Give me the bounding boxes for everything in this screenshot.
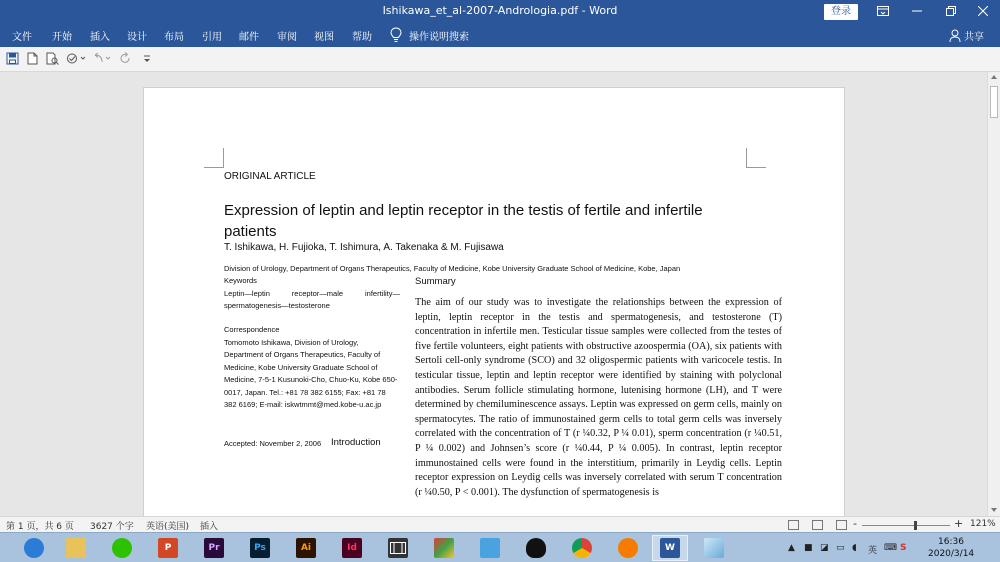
zoom-in-button[interactable]: + (954, 517, 964, 530)
tab-references[interactable]: 引用 (202, 32, 222, 43)
summary-heading: Summary (415, 276, 456, 287)
start-orb-icon (24, 538, 44, 558)
vertical-scrollbar[interactable] (987, 72, 1000, 516)
folder-icon (66, 538, 86, 558)
document-area[interactable] (0, 72, 987, 516)
bird-icon (480, 538, 500, 558)
quick-access-toolbar (0, 47, 1000, 72)
redo-icon[interactable] (119, 52, 133, 66)
tab-insert[interactable]: 插入 (90, 32, 110, 43)
tray-network-icon[interactable]: ◪ (820, 543, 829, 553)
correspondence-text: Tomomoto Ishikawa, Division of Urology, Department of Organs Therapeutics, Faculty of Medicine, Kobe University Graduate School of Medicine, 7-5-1 Kusunoki-Cho, Chuo-Ku, Kobe 650-0017, Japan. Tel.: +81 78 382 6155; Fax: +81 78 382 6169; E-mail: iskwtmmt@med.kobe-u.ac.jp (224, 338, 398, 410)
glass-app-icon (704, 538, 724, 558)
tab-review[interactable]: 审阅 (277, 32, 297, 43)
taskbar-clock[interactable] (928, 536, 974, 560)
word-icon: W (660, 538, 680, 558)
correspondence-heading: Correspondence (224, 325, 280, 334)
customize-toolbar-icon[interactable] (141, 52, 155, 66)
scroll-up-icon[interactable] (991, 75, 997, 79)
tray-speaker-icon[interactable]: ◖ (852, 543, 857, 553)
print-preview-icon[interactable] (46, 52, 60, 66)
tab-file[interactable]: 文件 (12, 32, 32, 43)
taskbar-premiere[interactable] (198, 535, 230, 561)
article-title: Expression of leptin and leptin receptor in the testis of fertile and infertile patients (224, 202, 703, 240)
article-affiliation: Division of Urology, Department of Organs Therapeutics, Faculty of Medicine, Kobe University Graduate School of Medicine, Kobe, Japan (224, 264, 681, 273)
status-bar (0, 516, 1000, 532)
person-icon[interactable] (949, 29, 963, 43)
accepted-date: Accepted: November 2, 2006 (224, 439, 322, 448)
taskbar-app-blue[interactable] (474, 535, 506, 561)
zoom-out-button[interactable]: - (853, 517, 857, 530)
print-layout-icon[interactable] (812, 520, 823, 530)
tray-expand-icon[interactable]: ▲ (788, 543, 795, 553)
qq-penguin-icon (526, 538, 546, 558)
article-type: ORIGINAL ARTICLE (224, 171, 316, 182)
start-button[interactable] (18, 535, 50, 561)
introduction-heading: Introduction (331, 437, 381, 448)
word-count[interactable]: 3627 个字 (90, 522, 134, 532)
tab-view[interactable]: 视图 (314, 32, 334, 43)
taskbar-indesign[interactable] (336, 535, 368, 561)
save-icon[interactable] (6, 52, 20, 66)
read-mode-icon[interactable] (788, 520, 799, 530)
powerpoint-icon: P (158, 538, 178, 558)
document-page[interactable] (143, 87, 845, 516)
clock-date: 2020/3/14 (928, 549, 975, 559)
tell-me-search[interactable]: 操作说明搜索 (409, 32, 469, 43)
share-button[interactable]: 共享 (964, 32, 984, 43)
indesign-icon: Id (342, 538, 362, 558)
minimize-icon[interactable] (900, 0, 934, 24)
tab-home[interactable]: 开始 (52, 32, 72, 43)
login-button[interactable]: 登录 (824, 4, 858, 20)
page-count[interactable]: 第 1 页，共 6 页 (6, 522, 74, 532)
tray-ime-status[interactable]: 英 (868, 546, 878, 556)
tab-mailings[interactable]: 邮件 (239, 32, 259, 43)
taskbar-photoshop[interactable] (244, 535, 276, 561)
ribbon-tabs (0, 24, 1000, 47)
zoom-level[interactable]: 121% (970, 519, 996, 529)
taskbar-app-orange[interactable] (612, 535, 644, 561)
close-icon[interactable] (966, 0, 1000, 24)
window-title: Ishikawa_et_al-2007-Andrologia.pdf - Word (382, 4, 618, 17)
taskbar-app-glass[interactable] (698, 535, 730, 561)
taskbar-word[interactable] (652, 535, 688, 561)
keywords-heading: Keywords (224, 276, 257, 285)
taskbar-chrome[interactable] (566, 535, 598, 561)
tab-layout[interactable]: 布局 (164, 32, 184, 43)
illustrator-icon: Ai (296, 538, 316, 558)
undo-icon[interactable] (93, 52, 113, 66)
language-status[interactable]: 英语(美国) (146, 522, 190, 532)
taskbar-explorer[interactable] (60, 535, 92, 561)
orange-app-icon (618, 538, 638, 558)
title-bar (0, 0, 1000, 24)
taskbar-illustrator[interactable] (290, 535, 322, 561)
film-icon (388, 538, 408, 558)
taskbar-qq[interactable] (520, 535, 552, 561)
tab-help[interactable]: 帮助 (352, 32, 372, 43)
zoom-slider-thumb[interactable] (914, 521, 917, 530)
tray-keyboard-icon[interactable]: ⌨ (884, 543, 897, 553)
margin-mark-top-right (746, 148, 766, 168)
tab-design[interactable]: 设计 (127, 32, 147, 43)
zoom-slider-track[interactable] (862, 525, 950, 526)
lightbulb-icon[interactable] (390, 27, 402, 43)
keywords-text: Leptin—leptin receptor—male infertility—spermatogenesis—testosterone (224, 289, 400, 310)
premiere-icon: Pr (204, 538, 224, 558)
article-authors: T. Ishikawa, H. Fujioka, T. Ishimura, A. Takenaka & M. Fujisawa (224, 242, 504, 253)
margin-mark-top-left (204, 148, 224, 168)
tray-app-icon[interactable]: ■ (804, 543, 813, 553)
scroll-down-icon[interactable] (991, 508, 997, 512)
restore-icon[interactable] (934, 0, 968, 24)
clock-time: 16:36 (938, 537, 964, 547)
scroll-thumb[interactable] (990, 86, 998, 118)
tray-sogou-icon[interactable]: S (900, 543, 907, 553)
chrome-icon (572, 538, 592, 558)
app-icon (434, 538, 454, 558)
web-layout-icon[interactable] (836, 520, 847, 530)
taskbar-app-colorful[interactable] (428, 535, 460, 561)
summary-text: The aim of our study was to investigate the relationships between the expression of leptin, leptin receptor in the testis and spermatogenesis, and testosterone (T) concentration in infertile men. Testicular tissue samples were collected from the testes of five fertile volunteers, eight patients with obstructive azoospermia (OA), six patients with Sertoli cell-only syndrome (SCO) and 32 oligospermic patients with varicocele testis. In testicular tissue, leptin and leptin receptor were identified by staining with polyclonal antibodies. Serum follicle stimulating hormone, lutenising hormone (LH), and T were determined by chemiluminescence assays. Leptin was expressed on germ cells, mainly on spermatocytes. The ratio of immunostained germ cells to total germ cells was inversely correlated with the concentration of T (r ¼0.32, P ¼ 0.01), sperm concentration (r ¼0.51, P ¼ 0.002) and Johnsen’s score (r ¼0.44, P ¼ 0.005). In contrast, leptin receptor immunostained cells were found in the interstitium, primarily in Leydig cells. Leptin receptor expression on Leydig cells was inversely correlated with serum T concentration (r ¼0.50, P < 0.001). The dysfunction of spermatogenesis is (415, 297, 782, 498)
taskbar-video-player[interactable] (382, 535, 414, 561)
taskbar-powerpoint[interactable] (152, 535, 184, 561)
tray-monitor-icon[interactable]: ▭ (836, 543, 845, 553)
taskbar-wechat[interactable] (106, 535, 138, 561)
photoshop-icon: Ps (250, 538, 270, 558)
taskbar (0, 532, 1000, 562)
wechat-icon (112, 538, 132, 558)
touch-mode-icon[interactable] (66, 52, 88, 66)
insert-mode[interactable]: 插入 (200, 522, 219, 532)
new-document-icon[interactable] (26, 52, 40, 66)
ribbon-display-icon[interactable] (866, 0, 900, 24)
